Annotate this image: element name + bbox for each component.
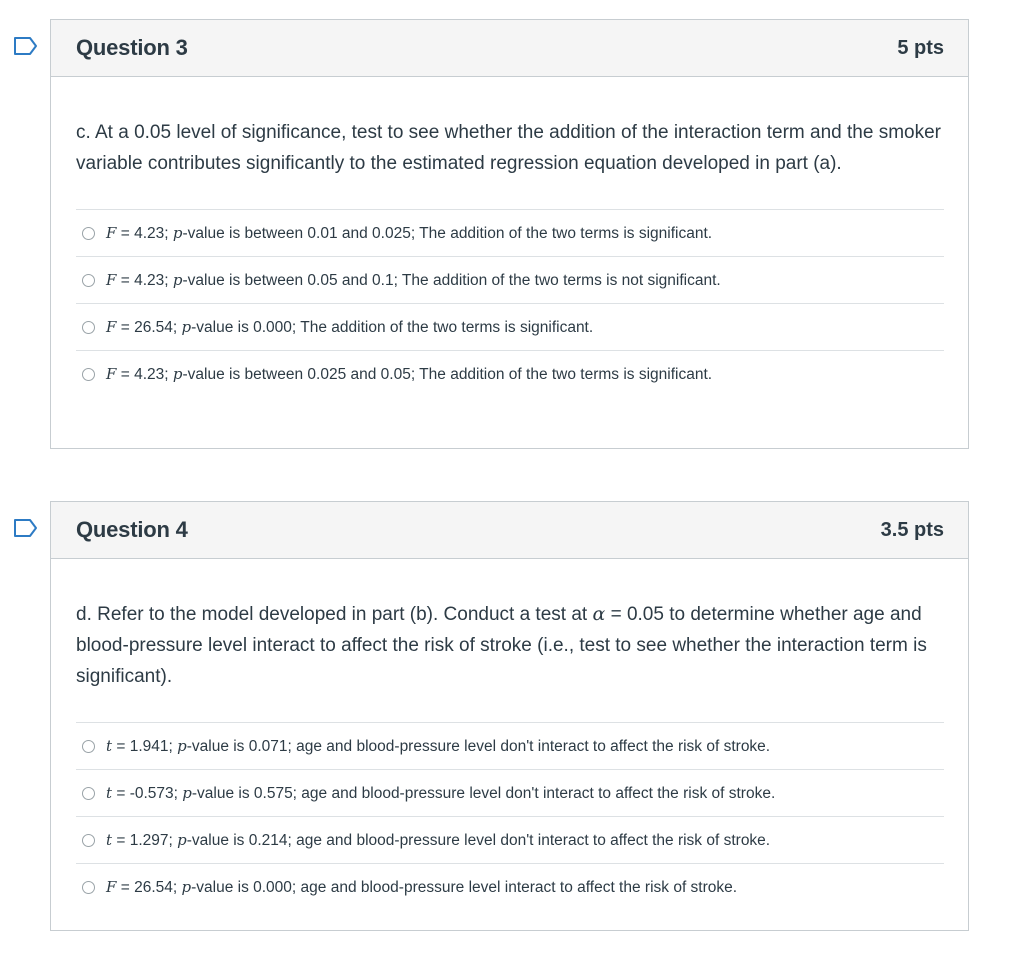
answer-list [76, 722, 944, 910]
question-header [51, 502, 968, 559]
answer-label[interactable]: t = -0.573; p-value is 0.575; age and blood-pressure level don't interact to affect the risk of stroke. [106, 783, 776, 802]
answer-option[interactable] [76, 864, 944, 910]
question-points: 3.5 pts [880, 519, 944, 541]
answer-label[interactable]: t = 1.941; p-value is 0.071; age and blood-pressure level don't interact to affect the risk of stroke. [106, 736, 771, 755]
answer-option[interactable] [76, 257, 944, 304]
answer-option[interactable] [76, 210, 944, 257]
radio-button[interactable] [82, 368, 95, 381]
flag-question-icon[interactable] [13, 518, 39, 538]
radio-button[interactable] [82, 321, 95, 334]
alpha-symbol: α [592, 603, 606, 625]
question-4-card [50, 501, 969, 931]
answer-option[interactable] [76, 304, 944, 351]
answer-label[interactable]: F = 4.23; p-value is between 0.05 and 0.1; The addition of the two terms is not significant. [106, 270, 721, 289]
answer-option[interactable] [76, 817, 944, 864]
question-prompt: d. Refer to the model developed in part (b). Conduct a test at α = 0.05 to determine whether age and blood-pressure level interact to affect the risk of stroke (i.e., test to see whether the interaction term is significant). [76, 603, 927, 687]
answer-option[interactable] [76, 723, 944, 770]
answer-label[interactable]: F = 4.23; p-value is between 0.01 and 0.025; The addition of the two terms is significant. [106, 223, 713, 242]
question-header [51, 20, 968, 77]
answer-label[interactable]: F = 26.54; p-value is 0.000; age and blood-pressure level interact to affect the risk of stroke. [106, 877, 738, 896]
question-prompt: c. At a 0.05 level of significance, test to see whether the addition of the interaction term and the smoker variable contributes significantly to the estimated regression equation developed in part (a). [76, 122, 941, 174]
answer-list [76, 209, 944, 397]
radio-button[interactable] [82, 834, 95, 847]
answer-label[interactable]: t = 1.297; p-value is 0.214; age and blood-pressure level don't interact to affect the risk of stroke. [106, 830, 771, 849]
question-points: 5 pts [897, 37, 944, 59]
answer-option[interactable] [76, 770, 944, 817]
question-title: Question 4 [76, 517, 188, 542]
answer-label[interactable]: F = 4.23; p-value is between 0.025 and 0.05; The addition of the two terms is significant. [106, 364, 713, 383]
radio-button[interactable] [82, 787, 95, 800]
flag-question-icon[interactable] [13, 36, 39, 56]
question-3-card [50, 19, 969, 449]
question-title: Question 3 [76, 35, 188, 60]
answer-label[interactable]: F = 26.54; p-value is 0.000; The addition of the two terms is significant. [106, 317, 594, 336]
radio-button[interactable] [82, 227, 95, 240]
answer-option[interactable] [76, 351, 944, 397]
radio-button[interactable] [82, 881, 95, 894]
radio-button[interactable] [82, 740, 95, 753]
radio-button[interactable] [82, 274, 95, 287]
